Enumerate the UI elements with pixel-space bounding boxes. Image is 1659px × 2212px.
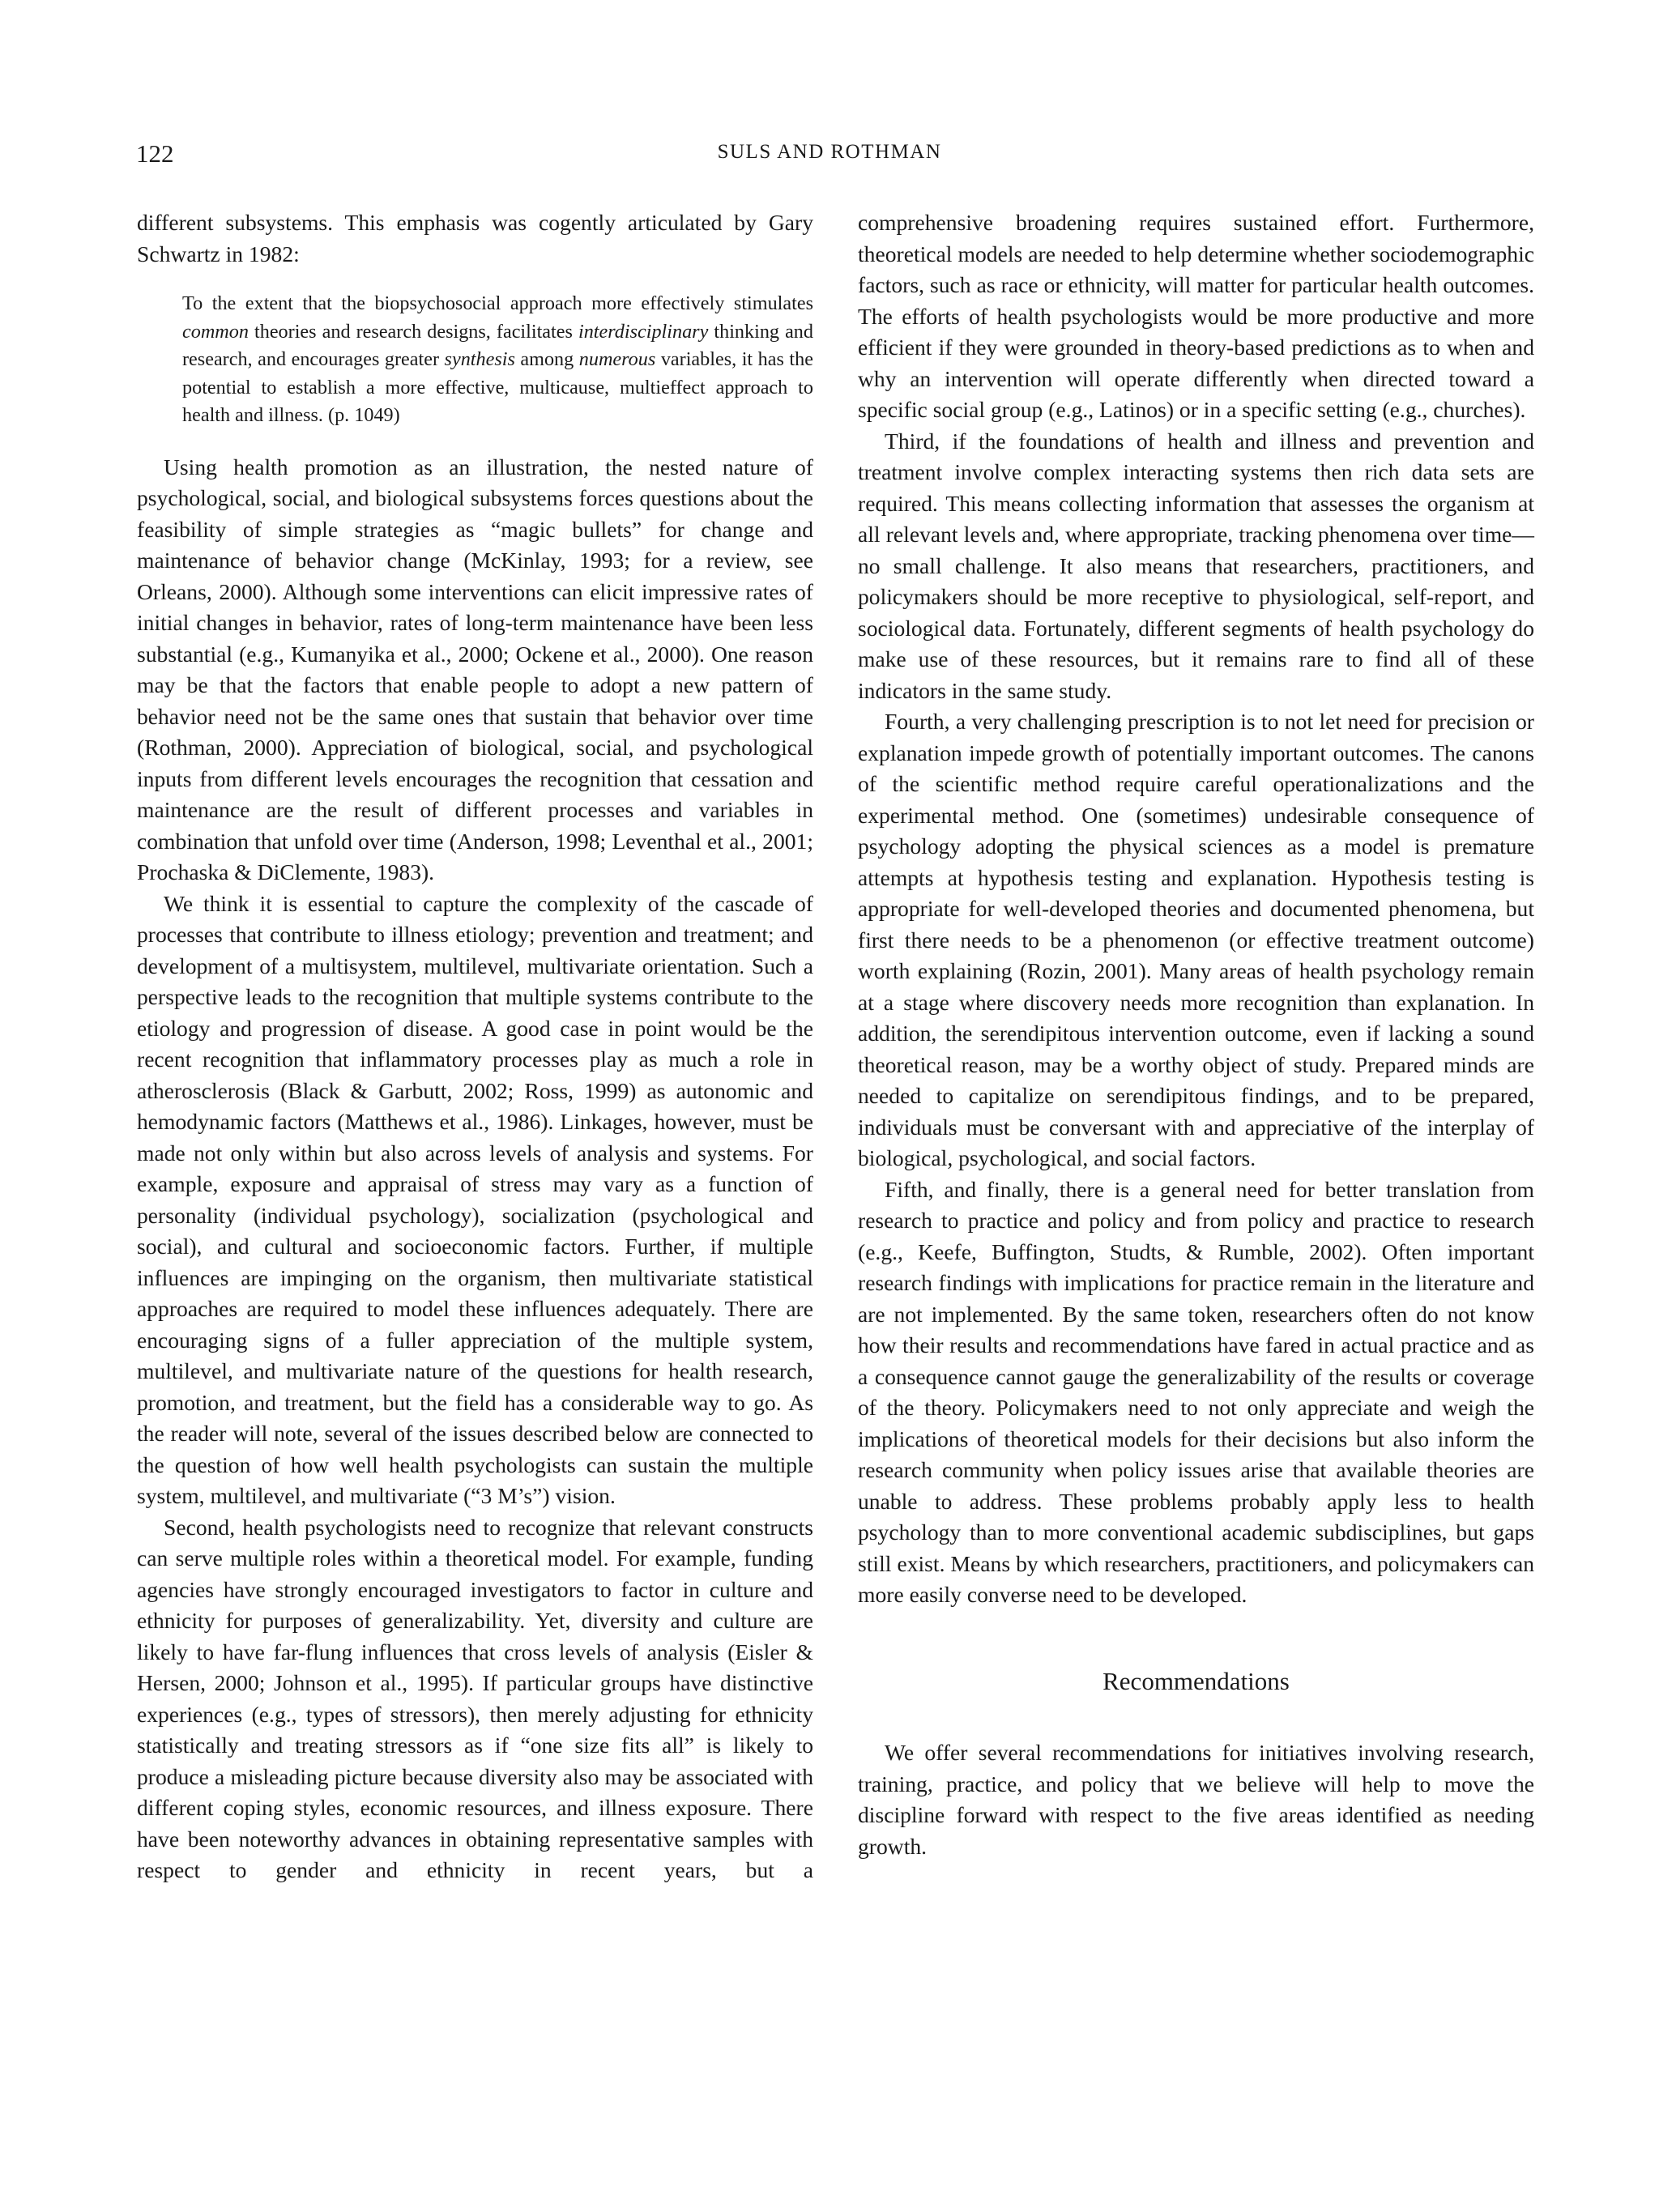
- paragraph: Using health promotion as an illustration, the nested nature of psychological, social, and biological subsystems forces questions about the feasibility of simple strategies as “magic bullets” for change and maintenance of behavior change (McKinlay, 1993; for a review, see Orleans, 2000). Although some interventions can elicit impressive rates of initial changes in behavior, rates of long-term maintenance have been less substantial (e.g., Kumanyika et al., 2000; Ockene et al., 2000). One reason may be that the factors that enable people to adopt a new pattern of behavior need not be the same ones that sustain that behavior over time (Rothman, 2000). Appreciation of biological, social, and psychological inputs from different levels encourages the recognition that cessation and maintenance are the result of different processes and variables in combination that unfold over time (Anderson, 1998; Leventhal et al., 2001; Prochaska & DiClemente, 1983).: [137, 454, 813, 884]
- quote-text: among: [514, 348, 579, 370]
- quote-text: To the extent that the biopsychosocial approach more effectively stimulates: [182, 292, 813, 314]
- block-quote: [182, 290, 813, 430]
- quote-text: variables, it has the potential to establish a more effective, multicause, multieffect approach to health and illness. (p. 1049): [182, 348, 813, 426]
- section-heading: Recommendations: [1102, 1666, 1290, 1695]
- paragraph: Third, if the foundations of health and illness and prevention and treatment involve complex interacting systems then rich data sets are required. This means collecting information that assesses the organism at all relevant levels and, where appropriate, tracking phenomena over time—no small challenge. It also means that researchers, practitioners, and policymakers should be more receptive to physiological, self-report, and sociological data. Fortunately, different segments of health psychology do make use of these resources, but it remains rare to find all of these indicators in the same study.: [858, 428, 1534, 703]
- paragraph: Fifth, and finally, there is a general need for better translation from research to practice and policy and from policy and practice to research (e.g., Keefe, Buffington, Studts, & Rumble, 2002). Often important research findings with implications for practice remain in the literature and are not implemented. By the same token, researchers often do not know how their results and recommendations have fared in actual practice and as a consequence cannot gauge the generalizability of the results or coverage of the theory. Policymakers need to not only appreciate and weigh the implications of theoretical models for their decisions but also inform the research community when policy issues arise that available theories are unable to address. These problems probably apply less to health psychology than to more conventional academic subdisciplines, but gaps still exist. Means by which researchers, practitioners, and policymakers can more easily converse need to be developed.: [858, 1176, 1534, 1607]
- paragraph: comprehensive broadening requires sustained effort. Furthermore, theoretical models are needed to help determine whether sociodemographic factors, such as race or ethnicity, will matter for particular health outcomes. The efforts of health psychologists would be more productive and more efficient if they were grounded in theory-based predictions as to when and why an intervention will operate differently when directed toward a specific social group (e.g., Latinos) or in a specific setting (e.g., churches).: [858, 210, 1534, 422]
- quote-text: thinking and research, and encourages greater: [182, 320, 813, 370]
- page-number: 122: [136, 139, 174, 168]
- left-column: [137, 207, 813, 1886]
- quote-text: theories and research designs, facilitates: [248, 320, 578, 343]
- paragraph: Second, health psychologists need to recognize that relevant constructs can serve multiple roles within a theoretical model. For example, funding agencies have strongly encouraged investigators to factor in culture and ethnicity for purposes of generalizability. Yet, diversity and culture are likely to have far-flung influences that cross levels of analysis (Eisler & Hersen, 2000; Johnson et al., 1995). If particular groups have distinctive experiences (e.g., types of stressors), then merely adjusting for ethnicity statistically and treating stressors as if “one size fits all” is likely to produce a misleading picture because diversity also may be associated with different coping styles, economic resources, and illness exposure. There have been noteworthy advances in obtaining representative samples with respect to gender and ethnicity in recent years, but a: [137, 1514, 813, 1882]
- paragraph: different subsystems. This emphasis was cogently articulated by Gary Schwartz in 1982:: [137, 210, 813, 266]
- quote-emphasis: numerous: [578, 348, 656, 370]
- right-column: [858, 207, 1534, 1862]
- paragraph: Fourth, a very challenging prescription is to not let need for precision or explanation impede growth of potentially important outcomes. The canons of the scientific method require careful operationalizations and the experimental method. One (sometimes) undesirable consequence of psychology adopting the physical sciences as a model is premature attempts at hypothesis testing and explanation. Hypothesis testing is appropriate for well-developed theories and documented phenomena, but first there needs to be a phenomenon (or effective treatment outcome) worth explaining (Rozin, 2001). Many areas of health psychology remain at a stage where discovery needs more recognition than explanation. In addition, the serendipitous intervention outcome, even if lacking a sound theoretical reason, may be a worthy object of study. Prepared minds are needed to capitalize on serendipitous findings, and to be prepared, individuals must be conversant with and appreciative of the interplay of biological, psychological, and social factors.: [858, 709, 1534, 1170]
- quote-emphasis: synthesis: [444, 348, 515, 370]
- paragraph: We think it is essential to capture the complexity of the cascade of processes that contribute to illness etiology; prevention and treatment; and development of a multisystem, multilevel, multivariate orientation. Such a perspective leads to the recognition that multiple systems contribute to the etiology and progression of disease. A good case in point would be the recent recognition that inflammatory processes play as much a role in atherosclerosis (Black & Garbutt, 2002; Ross, 1999) as autonomic and hemodynamic factors (Matthews et al., 1986). Linkages, however, must be made not only within but also across levels of analysis and systems. For example, exposure and appraisal of stress may vary as a function of personality (individual psychology), socialization (psychological and social), and cultural and socioeconomic factors. Further, if multiple influences are impinging on the organism, then multivariate statistical approaches are required to model these influences adequately. There are encouraging signs of a fuller appreciation of the multiple system, multilevel, and multivariate nature of the questions for health research, promotion, and treatment, but the field has a considerable way to go. As the reader will note, several of the issues described below are connected to the question of how well health psychologists can sustain the multiple system, multilevel, and multivariate (“3 M’s”) vision.: [137, 890, 813, 1508]
- running-head: SULS AND ROTHMAN: [717, 141, 942, 163]
- quote-emphasis: common: [182, 320, 249, 343]
- quote-emphasis: interdisciplinary: [578, 320, 709, 343]
- paragraph: We offer several recommendations for initiatives involving research, training, practice, and policy that we believe will help to move the discipline forward with respect to the five areas identified as needing growth.: [858, 1740, 1534, 1859]
